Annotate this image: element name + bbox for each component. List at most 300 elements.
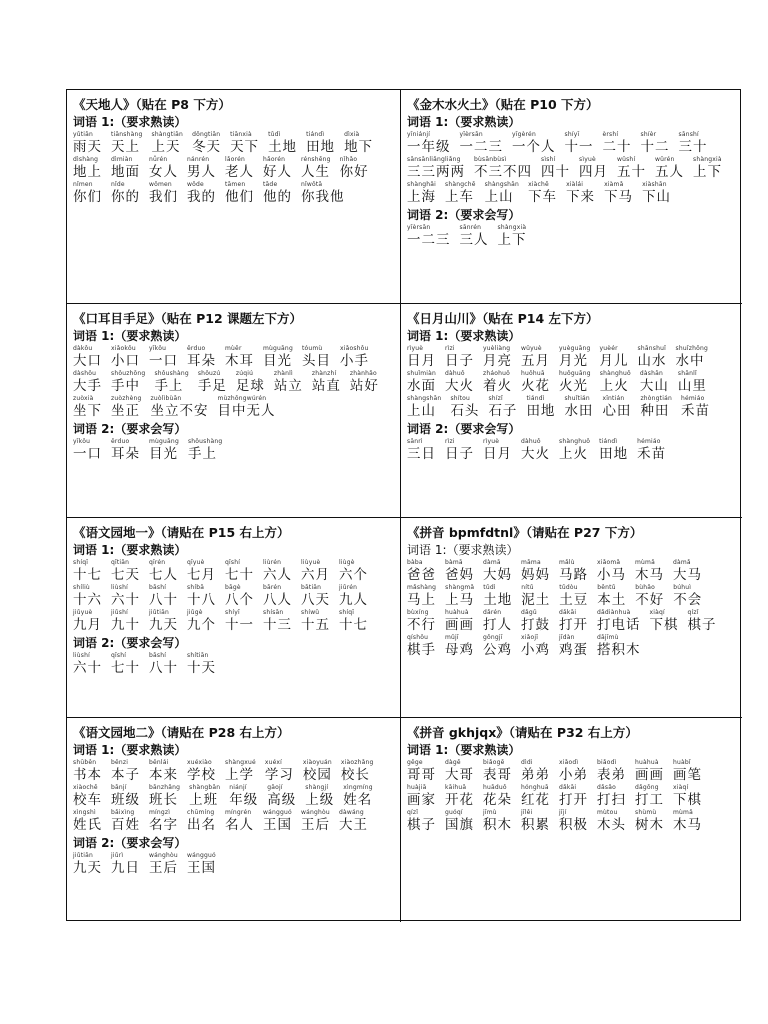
hanzi-word: 公鸡: [483, 642, 512, 658]
word-item: [263, 559, 292, 583]
hanzi-word: 七十: [225, 567, 254, 583]
word-item: [483, 759, 512, 783]
hanzi-word: 八十: [149, 660, 178, 676]
word-item: [407, 345, 436, 369]
hanzi-word: 一年级: [407, 139, 451, 155]
pinyin: huàjiā: [407, 784, 427, 791]
hanzi-word: 冬天: [192, 139, 222, 155]
hanzi-word: 你我他: [301, 189, 345, 205]
pinyin: nítǔ: [521, 584, 534, 591]
word-item: [73, 345, 102, 369]
word-item: [528, 181, 557, 205]
pinyin: māma: [521, 559, 541, 566]
hanzi-word: 土地: [483, 592, 513, 608]
word-item: [111, 156, 140, 180]
pinyin: wǔyuè: [521, 345, 542, 352]
pinyin: zúqiú: [235, 370, 254, 377]
pinyin: búhuì: [673, 584, 692, 591]
hanzi-word: 手足: [197, 378, 227, 394]
pinyin: jiǔrén: [339, 584, 358, 591]
pinyin: tiándì: [526, 395, 545, 402]
word-item: [149, 652, 178, 676]
hanzi-word: 一个人: [512, 139, 556, 155]
hanzi-word: 地上: [73, 164, 102, 180]
word-item: [225, 584, 254, 608]
pinyin: shàngmǎ: [445, 584, 475, 591]
word-item: [73, 759, 102, 783]
hanzi-word: 日子: [445, 446, 474, 462]
pinyin: wángguó: [263, 809, 292, 816]
pinyin: shíwǔ: [301, 609, 320, 616]
word-item: [263, 809, 292, 833]
lesson-card: [401, 304, 742, 518]
pinyin: dàgē: [445, 759, 461, 766]
word-item: [225, 559, 254, 583]
lesson-card: [401, 518, 742, 718]
pinyin: běnlái: [149, 759, 169, 766]
hanzi-word: 积木: [483, 817, 512, 833]
word-item: [407, 634, 436, 658]
word-item: [343, 784, 373, 808]
hanzi-word: 上级: [305, 792, 335, 808]
pinyin: dàmā: [483, 559, 501, 566]
pinyin: shízǐ: [488, 395, 503, 402]
section-title: 词语 1:（要求熟读）: [73, 543, 187, 557]
hanzi-word: 棋手: [407, 642, 436, 658]
pinyin: shǒuzhōng: [111, 370, 146, 377]
pinyin: èrshí: [602, 131, 619, 138]
pinyin: mùzhōngwúrén: [217, 395, 267, 402]
hanzi-word: 大口: [73, 353, 102, 369]
pinyin: nǐde: [111, 181, 125, 188]
word-item: [301, 609, 330, 633]
pinyin: dǎkāi: [559, 609, 577, 616]
hanzi-word: 妈妈: [521, 567, 550, 583]
hanzi-word: 月光: [559, 353, 588, 369]
hanzi-word: 日子: [445, 353, 474, 369]
word-item: [306, 131, 335, 155]
hanzi-word: 八个: [225, 592, 254, 608]
word-item: [655, 156, 684, 180]
section-title: 词语 2:（要求会写）: [407, 422, 521, 436]
section-title: 词语 2:（要求会写）: [407, 208, 521, 222]
pinyin: dǎkāi: [559, 784, 577, 791]
word-item: [445, 759, 474, 783]
word-item: [521, 370, 550, 394]
hanzi-word: 女人: [149, 164, 178, 180]
pinyin: shànghuǒ: [559, 438, 591, 445]
word-card-sheet: [66, 89, 741, 921]
pinyin: xuéxí: [264, 759, 283, 766]
hanzi-word: 站直: [311, 378, 341, 394]
word-item: [407, 809, 436, 833]
word-item: [341, 759, 374, 783]
hanzi-word: 积极: [559, 817, 588, 833]
word-item: [187, 156, 216, 180]
pinyin: biǎodì: [597, 759, 617, 766]
pinyin: rìzi: [445, 438, 455, 445]
pinyin: shuǐmiàn: [407, 370, 436, 377]
hanzi-word: 不会: [673, 592, 703, 608]
hanzi-word: 耳朵: [187, 353, 216, 369]
hanzi-word: 小弟: [559, 767, 588, 783]
word-item: [312, 370, 341, 394]
word-item: [483, 609, 512, 633]
word-item: [521, 584, 550, 608]
hanzi-word: 姓氏: [73, 817, 102, 833]
hanzi-word: 木耳: [225, 353, 254, 369]
hanzi-word: 水面: [407, 378, 436, 394]
hanzi-word: 老人: [225, 164, 254, 180]
hanzi-word: 一口: [73, 446, 102, 462]
hanzi-word: 日月: [407, 353, 436, 369]
word-item: [236, 370, 265, 394]
pinyin: jīmù: [483, 809, 497, 816]
word-item: [566, 181, 595, 205]
hanzi-word: 年级: [229, 792, 259, 808]
word-list: [407, 759, 738, 834]
hanzi-word: 他们: [225, 189, 254, 205]
word-item: [73, 809, 102, 833]
word-item: [229, 784, 258, 808]
pinyin: dǎdiànhuà: [597, 609, 631, 616]
hanzi-word: 土豆: [559, 592, 589, 608]
pinyin: liùshí: [111, 584, 128, 591]
word-item: [521, 759, 550, 783]
word-item: [149, 156, 178, 180]
hanzi-word: 下来: [566, 189, 596, 205]
word-item: [483, 809, 512, 833]
pinyin: xiǎoshǒu: [339, 345, 369, 352]
pinyin: qízǐ: [687, 609, 699, 616]
hanzi-word: 五人: [655, 164, 684, 180]
pinyin: tiānshàng: [111, 131, 143, 138]
word-item: [73, 156, 102, 180]
word-item: [225, 609, 254, 633]
hanzi-word: 种田: [640, 403, 670, 419]
hanzi-word: 打鼓: [521, 617, 550, 633]
pinyin: xiàmǎ: [604, 181, 624, 188]
hanzi-word: 地面: [111, 164, 140, 180]
pinyin: wánghòu: [301, 809, 330, 816]
pinyin: kāihuā: [445, 784, 467, 791]
pinyin: bùsānbùsì: [474, 156, 507, 163]
pinyin: míngrén: [225, 809, 252, 816]
hanzi-word: 上海: [407, 189, 436, 205]
pinyin: hémiáo: [637, 438, 661, 445]
hanzi-word: 下马: [604, 189, 634, 205]
word-item: [344, 131, 373, 155]
hanzi-word: 着火: [483, 378, 512, 394]
pinyin: qītiān: [111, 559, 130, 566]
word-item: [187, 852, 216, 876]
word-item: [111, 759, 140, 783]
word-item: [597, 559, 626, 583]
word-item: [559, 559, 588, 583]
hanzi-word: 他的: [263, 189, 292, 205]
pinyin: dàkǒu: [73, 345, 93, 352]
word-item: [597, 809, 626, 833]
pinyin: mùmǎ: [673, 809, 693, 816]
hanzi-word: 站好: [349, 378, 379, 394]
hanzi-word: 上山: [407, 403, 436, 419]
pinyin: bùhǎo: [635, 584, 656, 591]
pinyin: liùgè: [339, 559, 355, 566]
word-item: [512, 131, 556, 155]
hanzi-word: 大山: [639, 378, 669, 394]
word-item: [407, 395, 441, 419]
section-title: 词语 2:（要求会写）: [73, 636, 187, 650]
lesson-title: 《语文园地一》（请贴在 P15 右上方）: [73, 525, 290, 540]
hanzi-word: 表哥: [483, 767, 512, 783]
word-item: [559, 438, 590, 462]
hanzi-word: 六个: [339, 567, 368, 583]
hanzi-word: 水中: [675, 353, 705, 369]
word-item: [407, 759, 436, 783]
pinyin: tiándì: [306, 131, 325, 138]
hanzi-word: 你的: [111, 189, 140, 205]
hanzi-word: 画笔: [673, 767, 702, 783]
pinyin: jiǔtiān: [149, 609, 170, 616]
hanzi-word: 一二三: [459, 139, 503, 155]
word-item: [73, 584, 102, 608]
word-item: [73, 395, 102, 419]
pinyin: bǎixìng: [111, 809, 135, 816]
lesson-title: 《语文园地二》（请贴在 P28 右上方）: [73, 725, 290, 740]
hanzi-word: 打扫: [597, 792, 626, 808]
pinyin: mùěr: [225, 345, 242, 352]
pinyin: jiǔrì: [111, 852, 124, 859]
pinyin: wǔrén: [655, 156, 675, 163]
pinyin: xīntián: [602, 395, 625, 402]
hanzi-word: 上火: [559, 446, 588, 462]
pinyin: tǔdì: [268, 131, 281, 138]
pinyin: dàmǎ: [673, 559, 691, 566]
hanzi-word: 目光: [149, 446, 178, 462]
hanzi-word: 校长: [340, 767, 370, 783]
hanzi-word: 四月: [579, 164, 608, 180]
pinyin: gōngjī: [483, 634, 503, 641]
pinyin: yīèrsān: [459, 131, 483, 138]
word-item: [192, 131, 221, 155]
word-item: [407, 609, 436, 633]
lesson-card: [67, 718, 401, 922]
word-item: [483, 370, 512, 394]
pinyin: bùxíng: [407, 609, 429, 616]
pinyin: bàba: [407, 559, 423, 566]
hanzi-word: 头目: [301, 353, 331, 369]
pinyin: qīrén: [149, 559, 166, 566]
pinyin: mùtou: [597, 809, 618, 816]
pinyin: dìxià: [344, 131, 360, 138]
word-item: [445, 181, 476, 205]
pinyin: shānlǐ: [677, 370, 697, 377]
hanzi-word: 学习: [264, 767, 294, 783]
pinyin: bāshí: [149, 584, 167, 591]
hanzi-word: 打人: [483, 617, 512, 633]
word-item: [635, 584, 664, 608]
section-title: 词语 2:（要求会写）: [73, 422, 187, 436]
word-item: [640, 370, 669, 394]
pinyin: biǎogē: [483, 759, 505, 766]
hanzi-word: 九日: [111, 860, 140, 876]
hanzi-word: 九天: [73, 860, 102, 876]
pinyin: dōngtiān: [192, 131, 221, 138]
word-item: [111, 784, 140, 808]
hanzi-word: 九人: [339, 592, 368, 608]
word-item: [650, 609, 679, 633]
hanzi-word: 不行: [407, 617, 436, 633]
pinyin: sānshí: [678, 131, 699, 138]
word-item: [111, 609, 140, 633]
pinyin: gāojí: [267, 784, 283, 791]
hanzi-word: 六人: [263, 567, 292, 583]
word-item: [267, 784, 296, 808]
hanzi-word: 五十: [617, 164, 646, 180]
hanzi-word: 班级: [111, 792, 140, 808]
word-item: [604, 181, 633, 205]
word-item: [521, 559, 550, 583]
pinyin: xiàochē: [73, 784, 98, 791]
word-item: [673, 784, 702, 808]
hanzi-word: 积累: [521, 817, 550, 833]
word-item: [407, 156, 465, 180]
section-title: 词语 1:（要求熟读）: [73, 329, 187, 343]
word-item: [559, 634, 588, 658]
pinyin: shàngtiān: [151, 131, 184, 138]
word-item: [445, 634, 474, 658]
word-item: [673, 559, 702, 583]
pinyin: zuòzhèng: [111, 395, 142, 402]
word-item: [483, 634, 512, 658]
word-item: [498, 224, 527, 248]
word-item: [635, 784, 664, 808]
hanzi-word: 王国: [187, 860, 216, 876]
hanzi-word: 大马: [673, 567, 702, 583]
hanzi-word: 耳朵: [111, 446, 140, 462]
section-title: 词语 2:（要求会写）: [73, 836, 187, 850]
word-item: [149, 759, 178, 783]
hanzi-word: 足球: [235, 378, 265, 394]
hanzi-word: 七天: [111, 567, 140, 583]
hanzi-word: 王后: [149, 860, 178, 876]
pinyin: rìyuè: [483, 438, 500, 445]
word-item: [73, 852, 102, 876]
word-item: [111, 438, 140, 462]
hanzi-word: 七月: [187, 567, 216, 583]
pinyin: wángguó: [187, 852, 216, 859]
hanzi-word: 坐立不安: [150, 403, 209, 419]
hanzi-word: 石子: [488, 403, 518, 419]
pinyin: liùrén: [263, 559, 282, 566]
hanzi-word: 上下: [497, 232, 527, 248]
hanzi-word: 本子: [111, 767, 140, 783]
hanzi-word: 上学: [225, 767, 254, 783]
hanzi-word: 你们: [73, 189, 102, 205]
word-item: [111, 559, 140, 583]
word-item: [111, 584, 140, 608]
word-item: [340, 345, 369, 369]
word-item: [268, 131, 297, 155]
hanzi-word: 九十: [111, 617, 140, 633]
word-item: [187, 584, 216, 608]
word-item: [673, 809, 702, 833]
hanzi-word: 小马: [597, 567, 626, 583]
word-item: [111, 852, 140, 876]
pinyin: mǔjī: [445, 634, 459, 641]
word-item: [263, 584, 292, 608]
word-item: [149, 438, 179, 462]
word-item: [597, 784, 626, 808]
pinyin: dàshān: [639, 370, 663, 377]
word-item: [263, 345, 293, 369]
pinyin: jiǔtiān: [73, 852, 94, 859]
pinyin: liùshí: [73, 652, 90, 659]
pinyin: lǎorén: [225, 156, 246, 163]
pinyin: niánjí: [229, 784, 247, 791]
word-item: [189, 784, 220, 808]
hanzi-word: 四十: [541, 164, 570, 180]
pinyin: xiǎokǒu: [111, 345, 136, 352]
lesson-title: 《拼音 bpmfdtnl》（请贴在 P27 下方）: [407, 525, 643, 540]
hanzi-word: 心田: [602, 403, 632, 419]
hanzi-word: 马上: [407, 592, 436, 608]
word-item: [445, 784, 474, 808]
pinyin: shǒushàng: [154, 370, 189, 377]
word-item: [152, 131, 184, 155]
hanzi-word: 八天: [301, 592, 330, 608]
hanzi-word: 十六: [73, 592, 102, 608]
word-item: [301, 559, 330, 583]
lesson-card: [67, 518, 401, 718]
word-item: [445, 584, 474, 608]
word-item: [597, 584, 626, 608]
pinyin: xiǎomǎ: [597, 559, 621, 566]
pinyin: huàbǐ: [673, 759, 691, 766]
word-list: [73, 131, 396, 206]
hanzi-word: 大妈: [483, 567, 512, 583]
word-item: [474, 156, 532, 180]
hanzi-word: 上车: [445, 189, 474, 205]
lesson-title: 《口耳目手足》（贴在 P12 课题左下方）: [73, 311, 303, 326]
hanzi-word: 禾苗: [637, 446, 667, 462]
hanzi-word: 下山: [642, 189, 672, 205]
hanzi-word: 一口: [149, 353, 178, 369]
word-item: [265, 759, 294, 783]
word-item: [617, 156, 646, 180]
pinyin: xiàqí: [649, 609, 665, 616]
hanzi-word: 上天: [151, 139, 181, 155]
pinyin: yuèguāng: [559, 345, 591, 352]
pinyin: shàngchē: [445, 181, 476, 188]
section-title: 词语 1:（要求熟读）: [73, 743, 187, 757]
pinyin: yīkǒu: [73, 438, 91, 445]
pinyin: yuèliàng: [483, 345, 511, 352]
pinyin: tāmen: [225, 181, 246, 188]
hanzi-word: 下车: [528, 189, 558, 205]
pinyin: yīniánjí: [407, 131, 431, 138]
pinyin: shūběn: [73, 759, 97, 766]
lesson-title: 《天地人》（贴在 P8 下方）: [73, 97, 231, 112]
pinyin: tiándì: [599, 438, 618, 445]
pinyin: qīshí: [225, 559, 241, 566]
word-item: [263, 156, 292, 180]
word-item: [521, 438, 550, 462]
word-item: [541, 156, 570, 180]
word-item: [187, 759, 216, 783]
hanzi-word: 红花: [521, 792, 550, 808]
hanzi-word: 田地: [599, 446, 629, 462]
